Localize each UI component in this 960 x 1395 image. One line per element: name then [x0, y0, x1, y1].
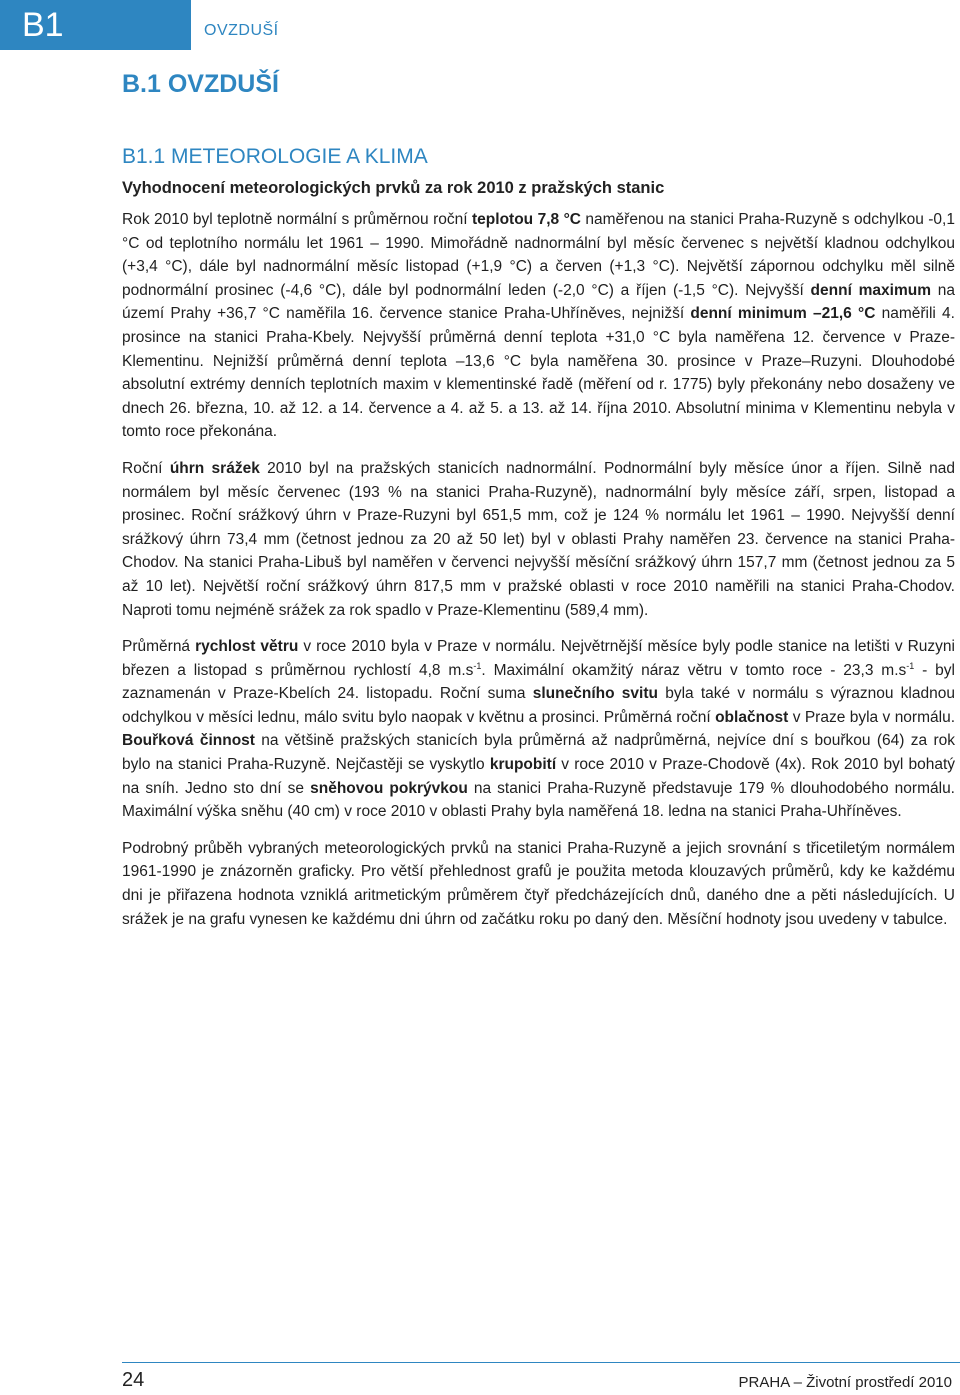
bold-term: rychlost větru	[195, 638, 299, 656]
text-run: průměrná denní teplota +31,0 °C byla naměřena 12. července v Praze-Klementinu. Nejnižší průměrná denní teplota –13,6 °C byla naměřena 30. prosince v Praze–Ruzyni. Dlouhodobé absolutní extrémy denních teplotních maxim v klementinské řadě (měření od r. 1775) byly překonány nebo dosaženy ve dnech 26. března, 10. až 12. a 14. července a 4. až 5. a 13. až 14. října 2010. Absolutní minima v Klementinu nebyla v tomto roce překonána.	[122, 328, 955, 441]
paragraph-wind-sun-snow	[122, 635, 955, 824]
bold-term: krupobití	[489, 756, 557, 774]
superscript: -1	[906, 660, 915, 671]
chapter-tab	[0, 0, 191, 50]
footer-rule	[122, 1362, 960, 1363]
bold-term: oblačnost	[715, 708, 789, 726]
bold-term: teplotou 7,8 °C	[472, 211, 581, 228]
running-header-title: OVZDUŠÍ	[204, 22, 279, 39]
text-run: v roce 2010 byla v Praze v normálu. Největrnější měsíce byly podle stanice na letišti v Ruzyni březen a listopad s průměrnou rychlostí 4,8 m.s	[122, 638, 955, 679]
text-run: - byl zaznamenán v Praze-Kbelích 24. listopadu. Roční suma	[122, 661, 955, 703]
text-run: Průměrná	[122, 638, 196, 656]
bold-term: denní maximum	[810, 281, 931, 299]
text-run: 2010 byl na pražských stanicích nadnormální. Podnormální byly měsíce únor a říjen. Silně nad normálem byl měsíc červenec (193 % na stanici Praha-Ruzyně), nadnormální byly měsíce září, srpen, listopad a prosinec. Roční srážkový úhrn v Praze-Ruzyni byl 651,5 mm, což je 124 % normálu let 1961 – 1990. Nejvyšší denní srážkový úhrn 73,4 mm (četnost jednou za 20 až 50 let) byl v oblasti Prahy naměřen 23. července na stanici Praha-Chodov. Na stanici Praha-Libuš byl naměřen v červenci nejvyšší měsíční srážkový úhrn 157,7 mm (četnost jednou za 5 až 10 let). Největší roční srážkový úhrn 817,5 mm v pražské oblasti v roce 2010 naměřili na stanici Praha-Chodov. Naproti tomu nejméně srážek za rok spadlo v Praze-Klementinu (589,4 mm).	[122, 459, 955, 619]
text-run: Roční	[122, 459, 170, 477]
paragraph-graph-method: Podrobný průběh vybraných meteorologických prvků na stanici Praha-Ruzyně a jejich srovnání s třicetiletým normálem 1961-1990 je znázorněn graficky. Pro větší přehlednost grafů je použita metoda klouzavých průměrů, kdy ke každému dni je přiřazena hodnota vzniklá aritmetickým průměrem čtyř předcházejících dnů, daného dne a pěti následujících. U srážek je na grafu vynesen ke každému dni úhrn od začátku roku po daný den. Měsíční hodnoty jsou uvedeny v tabulce.	[122, 839, 955, 928]
section-subtitle: Vyhodnocení meteorologických prvků za rok 2010 z pražských stanic	[122, 179, 665, 197]
text-run: . Maximální okamžitý náraz větru v tomto roce - 23,3 m.s	[481, 661, 907, 679]
text-run: v roce 2010 v Praze-Chodově (4x). Rok 2010 byl bohatý na sníh. Jedno sto dní se	[122, 756, 955, 797]
body-text	[122, 208, 955, 944]
bold-term: Bouřková činnost	[122, 732, 255, 750]
text-run: na stanici Praha-Ruzyně představuje 179 % dlouhodobého normálu. Maximální výška sněhu (40 cm) v roce 2010 v oblasti Prahy byla naměřená 18. ledna na stanici Praha-Uhříněves.	[122, 779, 955, 821]
text-run: na většině pražských stanicích byla průměrná až nadprůměrná, nejvíce dní s bouřkou (64) za rok bylo na stanici Praha-Ruzyně. Nejčastěji se vyskytlo	[122, 732, 955, 774]
text-run: naměřili 4. prosince na stanici Praha-Kbely. Nejvyšší	[122, 305, 955, 346]
bold-term: slunečního svitu	[532, 685, 658, 703]
text-run: byla také v normálu s výraznou kladnou odchylkou v měsíci lednu, málo svitu bylo naopak v květnu a prosinci. Průměrná roční	[122, 685, 955, 726]
page-number: 24	[122, 1369, 145, 1391]
chapter-tab-label: B1	[22, 6, 64, 44]
superscript: -1	[473, 660, 482, 671]
bold-term: úhrn srážek	[169, 459, 260, 477]
text-run: Rok 2010 byl teplotně normální s průměrnou roční	[122, 211, 473, 228]
bold-term: sněhovou pokrývkou	[310, 779, 468, 797]
bold-term: denní minimum –21,6 °C	[690, 305, 876, 323]
section-title: B1.1 METEOROLOGIE A KLIMA	[122, 145, 428, 168]
text-run: na území Prahy +36,7 °C naměřila 16. července stanice Praha-Uhříněves, nejnižší	[122, 281, 955, 323]
footer-publication-title: PRAHA – Životní prostředí 2010	[738, 1374, 952, 1391]
paragraph-temperature	[122, 208, 955, 444]
chapter-title: B.1 OVZDUŠÍ	[122, 70, 279, 98]
paragraph-precipitation	[122, 457, 955, 622]
text-run: naměřenou na stanici Praha-Ruzyně s odchylkou -0,1 °C od teplotního normálu let 1961 – 1990. Mimořádně nadnormální byl měsíc červenec s největší kladnou odchylkou (+3,4 °C), dále byl nadnormální měsíc listopad (+1,9 °C) a červen (+1,3 °C). Největší zápornou odchylku měl silně podnormální prosinec (-4,6 °C), dále byl podnormální leden (-2,0 °C) a říjen (-1,5 °C). Nejvyšší	[122, 211, 955, 299]
text-run: v Praze byla v normálu.	[788, 708, 955, 726]
